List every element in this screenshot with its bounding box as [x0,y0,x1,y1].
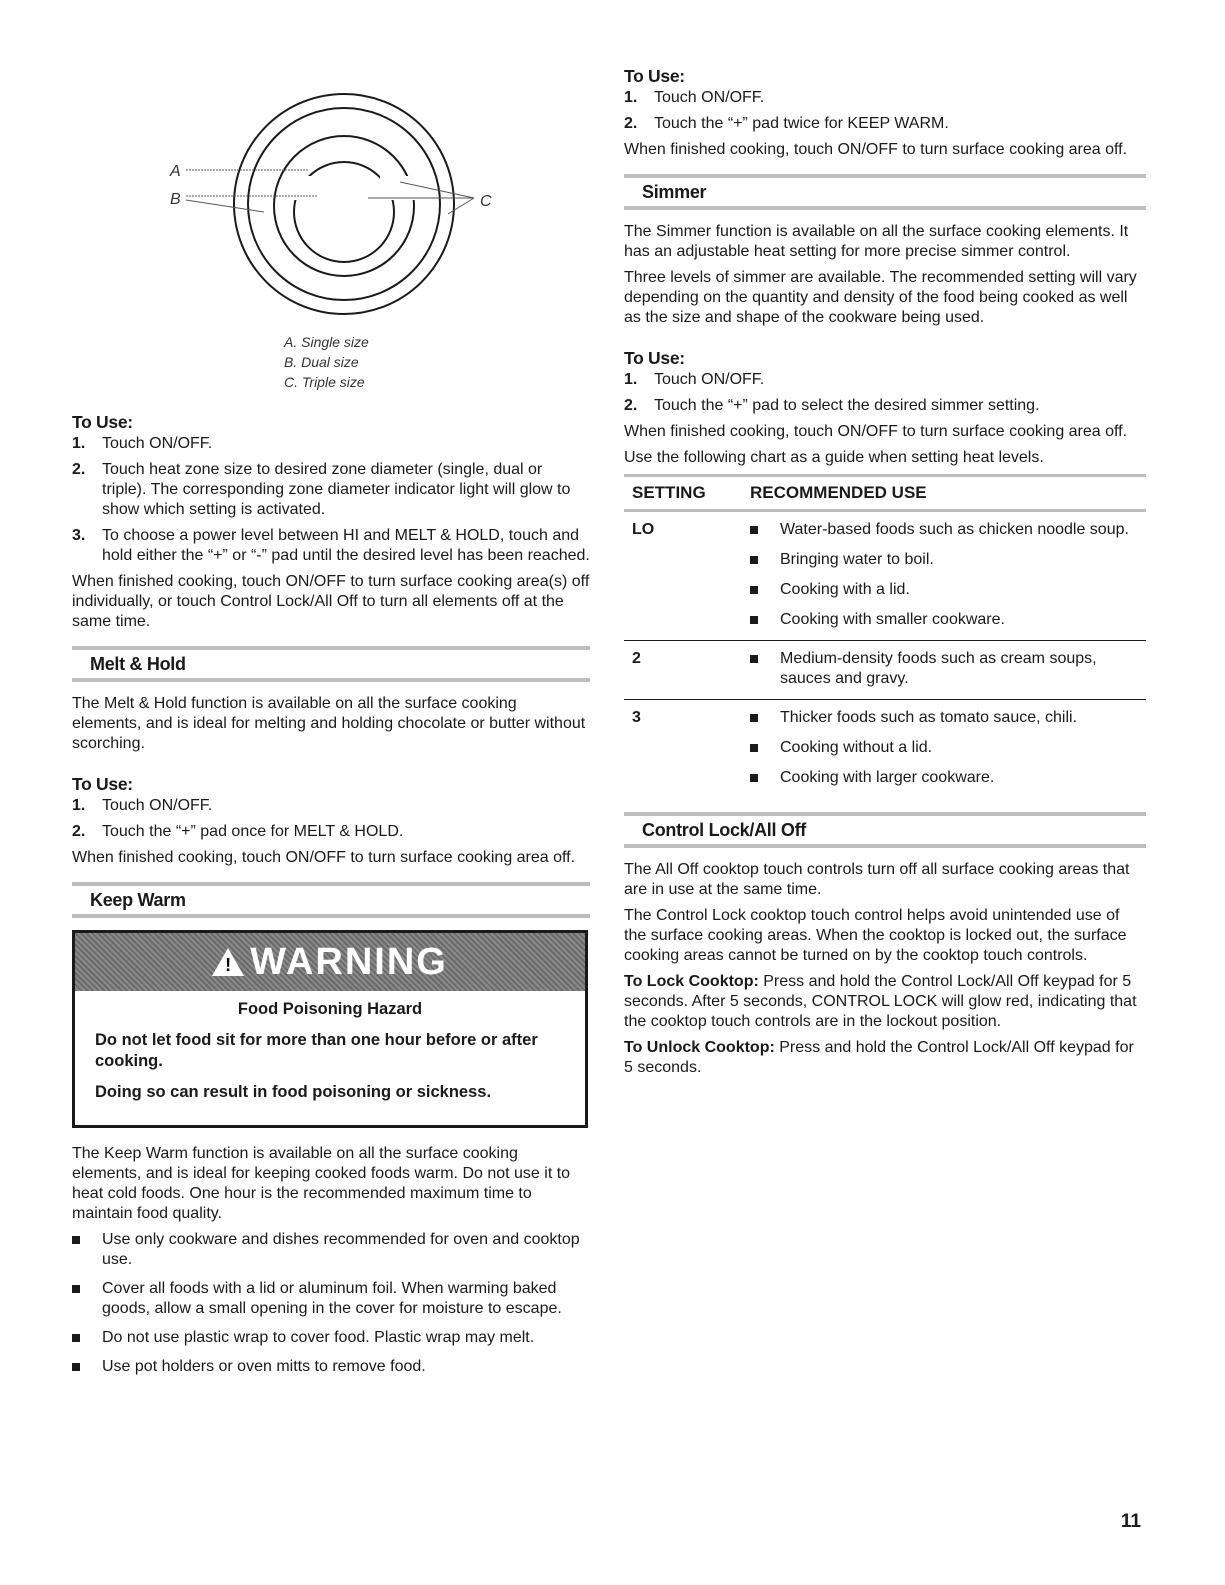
section-title-control-lock: Control Lock/All Off [624,812,1146,848]
paragraph: When finished cooking, touch ON/OFF to turn surface cooking area off. [624,141,1128,158]
warning-body [75,991,585,1125]
list-item: Medium-density foods such as cream soups, sauces and gravy. [750,649,1146,689]
legend-item: B. Dual size [284,354,359,370]
paragraph: Use the following chart as a guide when setting heat levels. [624,449,1044,466]
warning-text: Doing so can result in food poisoning or sickness. [95,1083,492,1101]
cooktop-element-diagram [168,86,528,316]
paragraph: The Simmer function is available on all the surface cooking elements. It has an adjustable heat setting for more precise simmer control. [624,223,1129,260]
to-use-heading: To Use: [624,348,685,368]
to-use-heading: To Use: [72,412,133,432]
table-row [624,700,1146,798]
lock-lead: To Lock Cooktop: [624,973,759,990]
simmer-settings-table [624,474,1146,798]
use-list [750,649,1146,699]
label-c: C [480,193,492,210]
step-item: 2. Touch heat zone size to desired zone diameter (single, dual or triple). The corresponding zone diameter indicator light will glow to show which setting is activated. [72,461,571,518]
list-item: Water-based foods such as chicken noodle soup. [750,520,1146,540]
use-list [750,520,1146,640]
table-header [624,474,1146,512]
page-number: 11 [1120,1511,1141,1532]
setting-cell: 3 [632,709,641,726]
label-a: A [170,163,181,180]
use-list [750,708,1146,798]
list-item: Use pot holders or oven mitts to remove food. [72,1357,590,1377]
setting-cell: 2 [632,650,641,667]
list-item: Cooking without a lid. [750,738,1146,758]
left-column [72,70,590,1386]
list-item: Cover all foods with a lid or aluminum foil. When warming baked goods, allow a small opening in the cover for moisture to escape. [72,1279,590,1319]
hazard-title: Food Poisoning Hazard [237,1000,423,1018]
step-item: 1. Touch ON/OFF. [624,89,765,106]
step-item: 3. To choose a power level between HI and MELT & HOLD, touch and hold either the “+” or “-” pad until the desired level has been reached. [72,527,590,564]
paragraph: The Control Lock cooktop touch control helps avoid unintended use of the surface cooking areas. When the cooktop is locked out, the surface cooking areas cannot be turned on by the cooktop touch controls. [624,907,1127,964]
legend-item: C. Triple size [284,374,365,390]
warning-title: WARNING [250,941,448,983]
unlock-lead: To Unlock Cooktop: [624,1039,775,1056]
warning-header [75,933,585,991]
warning-text: Do not let food sit for more than one hour before or after cooking. [95,1031,538,1070]
paragraph: When finished cooking, touch ON/OFF to turn surface cooking area off. [624,423,1128,440]
paragraph: To Unlock Cooktop: Press and hold the Control Lock/All Off keypad for 5 seconds. [624,1039,1134,1076]
step-item: 1. Touch ON/OFF. [624,371,765,388]
paragraph: When finished cooking, touch ON/OFF to turn surface cooking area(s) off individually, or touch Control Lock/All Off to turn all elements off at the same time. [72,573,590,630]
step-item: 2. Touch the “+” pad twice for KEEP WARM. [624,115,949,132]
paragraph: The All Off cooktop touch controls turn off all surface cooking areas that are in use at the same time. [624,861,1130,898]
table-row [624,641,1146,700]
column-header-use: RECOMMENDED USE [750,483,927,502]
steps-list [624,370,1146,416]
steps-list [72,434,590,566]
bullet-list [72,1230,590,1377]
list-item: Thicker foods such as tomato sauce, chili. [750,708,1146,728]
warning-box [72,930,588,1128]
paragraph: The Melt & Hold function is available on all the surface cooking elements, and is ideal for melting and holding chocolate or butter without scorching. [72,695,586,752]
step-item: 2. Touch the “+” pad once for MELT & HOLD. [72,823,404,840]
step-item: 1. Touch ON/OFF. [72,435,213,452]
column-header-setting: SETTING [632,483,706,502]
diagram-legend [284,332,590,392]
legend-item: A. Single size [284,334,369,350]
label-b: B [170,191,181,208]
steps-list [624,88,1146,134]
section-title-simmer: Simmer [624,174,1146,210]
step-item: 2. Touch the “+” pad to select the desired simmer setting. [624,397,1040,414]
steps-list [72,796,590,842]
paragraph: The Keep Warm function is available on all the surface cooking elements, and is ideal for keeping cooked foods warm. Do not use it to heat cold foods. One hour is the recommended maximum time to maintain food quality. [72,1145,571,1222]
paragraph: When finished cooking, touch ON/OFF to turn surface cooking area off. [72,849,576,866]
list-item: Do not use plastic wrap to cover food. Plastic wrap may melt. [72,1328,590,1348]
table-row [624,512,1146,641]
element-diagram [72,70,590,332]
list-item: Cooking with a lid. [750,580,1146,600]
section-title-keep-warm: Keep Warm [72,882,590,918]
to-use-heading: To Use: [624,66,685,86]
setting-cell: LO [632,521,655,538]
step-item: 1. Touch ON/OFF. [72,797,213,814]
warning-triangle-icon: ! [212,948,244,976]
paragraph: Three levels of simmer are available. The recommended setting will vary depending on the quantity and density of the food being cooked as well as the size and shape of the cookware being used. [624,269,1137,326]
list-item: Use only cookware and dishes recommended for oven and cooktop use. [72,1230,590,1270]
paragraph: To Lock Cooktop: Press and hold the Control Lock/All Off keypad for 5 seconds. After 5 seconds, CONTROL LOCK will glow red, indicating that the cooktop touch controls are in the lockout position. [624,973,1137,1030]
list-item: Cooking with smaller cookware. [750,610,1146,630]
to-use-heading: To Use: [72,774,133,794]
section-title-melt-hold: Melt & Hold [72,646,590,682]
list-item: Cooking with larger cookware. [750,768,1146,788]
right-column [624,66,1146,1084]
list-item: Bringing water to boil. [750,550,1146,570]
